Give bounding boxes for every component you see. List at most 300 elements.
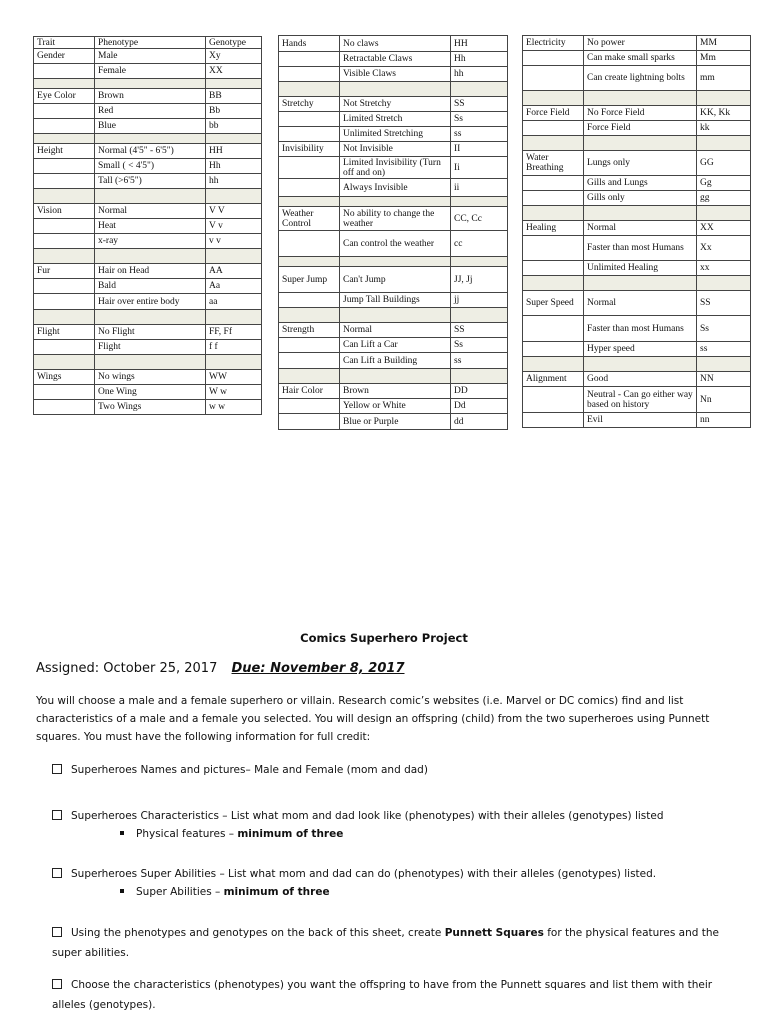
trait-table-2: [278, 35, 508, 430]
trait-cell: [523, 316, 584, 342]
table-spacer-row: [279, 257, 508, 267]
project-title: Comics Superhero Project: [300, 631, 468, 645]
table-row: [34, 264, 262, 279]
table-row: [34, 37, 262, 49]
genotype-cell: Ss: [451, 112, 508, 127]
phenotype-cell: [95, 355, 206, 370]
table-row: [34, 89, 262, 104]
assigned-date: Assigned: October 25, 2017: [36, 661, 218, 676]
phenotype-cell: Limited Stretch: [340, 112, 451, 127]
table-row: [34, 204, 262, 219]
phenotype-cell: Retractable Claws: [340, 52, 451, 67]
trait-cell: [34, 400, 95, 415]
checkbox-icon: [52, 927, 62, 937]
checklist-item-punnett: [52, 923, 742, 963]
phenotype-cell: [340, 257, 451, 267]
trait-cell: Invisibility: [279, 142, 340, 157]
trait-cell: [523, 176, 584, 191]
phenotype-cell: Evil: [584, 413, 697, 428]
table-spacer-row: [34, 134, 262, 144]
genotype-cell: KK, Kk: [697, 106, 751, 121]
checklist-text: Superheroes Names and pictures– Male and Female (mom and dad): [71, 764, 428, 776]
table-row: [34, 234, 262, 249]
table-row: [523, 387, 751, 413]
trait-cell: [34, 189, 95, 204]
genotype-cell: HH: [206, 144, 262, 159]
genotype-cell: dd: [451, 414, 508, 430]
table-spacer-row: [279, 308, 508, 323]
phenotype-cell: Can make small sparks: [584, 51, 697, 66]
table-row: [279, 267, 508, 293]
phenotype-cell: Normal: [584, 221, 697, 236]
genotype-cell: mm: [697, 66, 751, 91]
phenotype-cell: No claws: [340, 36, 451, 52]
table-row: [279, 36, 508, 52]
sub-bullet-abilities: [120, 886, 330, 898]
table-row: [523, 316, 751, 342]
phenotype-cell: Faster than most Humans: [584, 316, 697, 342]
phenotype-cell: Red: [95, 104, 206, 119]
table-row: [34, 144, 262, 159]
phenotype-cell: Blue or Purple: [340, 414, 451, 430]
date-line: [36, 661, 405, 676]
trait-cell: [34, 79, 95, 89]
table-row: [523, 291, 751, 316]
table-row: [523, 121, 751, 136]
table-spacer-row: [34, 310, 262, 325]
table-row: [523, 372, 751, 387]
table-spacer-row: [523, 91, 751, 106]
phenotype-cell: No ability to change the weather: [340, 207, 451, 231]
genotype-cell: Xx: [697, 236, 751, 261]
phenotype-cell: Normal: [95, 204, 206, 219]
trait-cell: Eye Color: [34, 89, 95, 104]
trait-cell: [279, 112, 340, 127]
trait-cell: Water Breathing: [523, 151, 584, 176]
due-date: Due: November 8, 2017: [231, 661, 405, 676]
checklist-text: Choose the characteristics (phenotypes) you want the offspring to have from the Punnett squares and list them with their alleles (genotypes).: [52, 979, 713, 1011]
table-row: [523, 261, 751, 276]
phenotype-cell: Brown: [340, 384, 451, 399]
phenotype-cell: [95, 79, 206, 89]
genotype-cell: [451, 82, 508, 97]
phenotype-cell: Yellow or White: [340, 399, 451, 414]
genotype-cell: Hh: [206, 159, 262, 174]
genotype-cell: ss: [451, 127, 508, 142]
table-row: [279, 384, 508, 399]
genotype-cell: SS: [697, 291, 751, 316]
table-row: [34, 370, 262, 385]
trait-cell: [523, 413, 584, 428]
trait-cell: [34, 234, 95, 249]
phenotype-cell: Normal: [584, 291, 697, 316]
trait-cell: [34, 249, 95, 264]
trait-table-1: [33, 36, 262, 415]
checkbox-icon: [52, 979, 62, 989]
table-row: [523, 151, 751, 176]
genotype-cell: FF, Ff: [206, 325, 262, 340]
genotype-cell: jj: [451, 293, 508, 308]
genotype-cell: W w: [206, 385, 262, 400]
table-row: [34, 294, 262, 310]
table-row: [279, 97, 508, 112]
trait-cell: [279, 197, 340, 207]
trait-cell: Wings: [34, 370, 95, 385]
sub-bullet-emphasis: minimum of three: [237, 828, 344, 840]
trait-cell: [34, 134, 95, 144]
genotype-cell: w w: [206, 400, 262, 415]
trait-cell: Gender: [34, 49, 95, 64]
punnett-emphasis: Punnett Squares: [444, 927, 544, 939]
phenotype-cell: [340, 369, 451, 384]
trait-cell: Vision: [34, 204, 95, 219]
phenotype-cell: Gills and Lungs: [584, 176, 697, 191]
phenotype-cell: Can't Jump: [340, 267, 451, 293]
genotype-cell: V v: [206, 219, 262, 234]
trait-cell: [34, 104, 95, 119]
genotype-cell: f f: [206, 340, 262, 355]
genotype-cell: NN: [697, 372, 751, 387]
genotype-cell: cc: [451, 231, 508, 257]
checklist-text: Superheroes Characteristics – List what mom and dad look like (phenotypes) with their alleles (genotypes) listed: [71, 810, 664, 822]
genotype-cell: Ii: [451, 157, 508, 179]
table-row: [523, 191, 751, 206]
genotype-cell: CC, Cc: [451, 207, 508, 231]
trait-cell: Flight: [34, 325, 95, 340]
trait-cell: [279, 369, 340, 384]
checklist-item-abilities: [52, 864, 742, 884]
checkbox-icon: [52, 810, 62, 820]
trait-cell: [34, 355, 95, 370]
phenotype-cell: Phenotype: [95, 37, 206, 49]
phenotype-cell: Can control the weather: [340, 231, 451, 257]
table-row: [279, 293, 508, 308]
genotype-cell: [451, 369, 508, 384]
phenotype-cell: [340, 308, 451, 323]
table-row: [34, 340, 262, 355]
trait-cell: Healing: [523, 221, 584, 236]
phenotype-cell: Neutral - Can go either way based on history: [584, 387, 697, 413]
trait-cell: [523, 121, 584, 136]
genotype-cell: [206, 310, 262, 325]
phenotype-cell: Unlimited Stretching: [340, 127, 451, 142]
phenotype-cell: Female: [95, 64, 206, 79]
phenotype-cell: Hyper speed: [584, 342, 697, 357]
intro-paragraph: You will choose a male and a female superhero or villain. Research comic’s websites (i.e. Marvel or DC comics) find and list characteristics of a male and a female you selected. You will design an offspring (child) from the two superheroes using Punnett squares. You must have the following information for full credit:: [36, 695, 710, 743]
table-spacer-row: [279, 197, 508, 207]
genotype-cell: [206, 79, 262, 89]
phenotype-cell: Not Invisible: [340, 142, 451, 157]
table-row: [34, 49, 262, 64]
genotype-cell: WW: [206, 370, 262, 385]
trait-cell: [279, 67, 340, 82]
phenotype-cell: No Flight: [95, 325, 206, 340]
genotype-cell: [451, 257, 508, 267]
genotype-cell: AA: [206, 264, 262, 279]
phenotype-cell: [340, 82, 451, 97]
phenotype-cell: Limited Invisibility (Turn off and on): [340, 157, 451, 179]
genotype-cell: Ss: [697, 316, 751, 342]
phenotype-cell: [584, 136, 697, 151]
phenotype-cell: Hair over entire body: [95, 294, 206, 310]
table-row: [523, 36, 751, 51]
table-row: [279, 323, 508, 338]
checklist-text: Using the phenotypes and genotypes on the back of this sheet, create: [71, 927, 445, 939]
table-row: [34, 104, 262, 119]
phenotype-cell: Can create lightning bolts: [584, 66, 697, 91]
phenotype-cell: Small ( < 4'5"): [95, 159, 206, 174]
table-row: [279, 112, 508, 127]
table-row: [279, 67, 508, 82]
trait-cell: Strength: [279, 323, 340, 338]
trait-cell: [34, 219, 95, 234]
table-row: [34, 400, 262, 415]
genotype-cell: Xy: [206, 49, 262, 64]
genotype-cell: [451, 197, 508, 207]
phenotype-cell: [95, 310, 206, 325]
phenotype-cell: [95, 249, 206, 264]
table-spacer-row: [34, 355, 262, 370]
genotype-cell: [697, 136, 751, 151]
genotype-cell: [206, 249, 262, 264]
genotype-cell: [697, 91, 751, 106]
trait-cell: Hands: [279, 36, 340, 52]
phenotype-cell: Gills only: [584, 191, 697, 206]
trait-cell: [34, 279, 95, 294]
trait-cell: [279, 157, 340, 179]
trait-cell: [523, 206, 584, 221]
table-spacer-row: [523, 206, 751, 221]
phenotype-cell: Good: [584, 372, 697, 387]
trait-cell: [523, 136, 584, 151]
genotype-cell: kk: [697, 121, 751, 136]
genotype-cell: bb: [206, 119, 262, 134]
genotype-cell: XX: [697, 221, 751, 236]
genotype-cell: hh: [451, 67, 508, 82]
trait-cell: Hair Color: [279, 384, 340, 399]
genotype-cell: [697, 357, 751, 372]
checklist-item-names: [52, 760, 742, 780]
genotype-cell: SS: [451, 323, 508, 338]
genotype-cell: MM: [697, 36, 751, 51]
trait-cell: [279, 338, 340, 353]
table-spacer-row: [279, 82, 508, 97]
phenotype-cell: Can Lift a Building: [340, 353, 451, 369]
genotype-cell: Gg: [697, 176, 751, 191]
genotype-cell: SS: [451, 97, 508, 112]
phenotype-cell: Two Wings: [95, 400, 206, 415]
genotype-cell: Aa: [206, 279, 262, 294]
phenotype-cell: Flight: [95, 340, 206, 355]
trait-cell: [279, 179, 340, 197]
table-row: [34, 119, 262, 134]
phenotype-cell: [584, 206, 697, 221]
phenotype-cell: Brown: [95, 89, 206, 104]
phenotype-cell: Heat: [95, 219, 206, 234]
phenotype-cell: Faster than most Humans: [584, 236, 697, 261]
genotype-cell: Genotype: [206, 37, 262, 49]
genotype-cell: [206, 355, 262, 370]
table-row: [279, 399, 508, 414]
trait-cell: [523, 51, 584, 66]
phenotype-cell: Hair on Head: [95, 264, 206, 279]
trait-cell: Trait: [34, 37, 95, 49]
table-row: [34, 325, 262, 340]
table-row: [34, 219, 262, 234]
sub-bullet-text: Super Abilities –: [136, 886, 224, 898]
checklist-text-cont: for the physical features and the super abilities.: [52, 927, 719, 959]
phenotype-cell: Always Invisible: [340, 179, 451, 197]
phenotype-cell: Male: [95, 49, 206, 64]
trait-cell: [523, 261, 584, 276]
trait-cell: [279, 293, 340, 308]
phenotype-cell: Lungs only: [584, 151, 697, 176]
phenotype-cell: Normal: [340, 323, 451, 338]
sub-bullet-emphasis: minimum of three: [223, 886, 330, 898]
table-row: [34, 279, 262, 294]
trait-cell: Super Speed: [523, 291, 584, 316]
trait-cell: Force Field: [523, 106, 584, 121]
trait-cell: Alignment: [523, 372, 584, 387]
genotype-cell: [697, 276, 751, 291]
genotype-cell: DD: [451, 384, 508, 399]
trait-cell: [523, 387, 584, 413]
bullet-icon: [120, 831, 124, 835]
table-row: [279, 127, 508, 142]
trait-cell: [279, 127, 340, 142]
phenotype-cell: [95, 134, 206, 144]
trait-cell: [279, 52, 340, 67]
genotype-cell: Nn: [697, 387, 751, 413]
checkbox-icon: [52, 764, 62, 774]
trait-cell: [523, 191, 584, 206]
trait-cell: [34, 310, 95, 325]
trait-cell: [279, 257, 340, 267]
bullet-icon: [120, 889, 124, 893]
genotype-cell: xx: [697, 261, 751, 276]
genotype-cell: Hh: [451, 52, 508, 67]
trait-cell: [523, 236, 584, 261]
table-row: [279, 353, 508, 369]
genotype-cell: v v: [206, 234, 262, 249]
trait-cell: Super Jump: [279, 267, 340, 293]
table-row: [523, 413, 751, 428]
genotype-cell: nn: [697, 413, 751, 428]
checklist-item-offspring: [52, 975, 742, 1015]
genotype-cell: Dd: [451, 399, 508, 414]
trait-cell: [279, 399, 340, 414]
table-row: [523, 66, 751, 91]
phenotype-cell: [584, 91, 697, 106]
genotype-cell: II: [451, 142, 508, 157]
trait-cell: [279, 231, 340, 257]
table-spacer-row: [34, 249, 262, 264]
table-row: [279, 231, 508, 257]
phenotype-cell: Can Lift a Car: [340, 338, 451, 353]
trait-cell: Weather Control: [279, 207, 340, 231]
phenotype-cell: [340, 197, 451, 207]
genotype-cell: HH: [451, 36, 508, 52]
trait-cell: [523, 357, 584, 372]
genotype-cell: BB: [206, 89, 262, 104]
trait-table-3: [522, 35, 751, 428]
trait-cell: [279, 353, 340, 369]
phenotype-cell: [584, 357, 697, 372]
table-row: [279, 142, 508, 157]
trait-cell: [34, 119, 95, 134]
table-row: [279, 179, 508, 197]
genotype-cell: aa: [206, 294, 262, 310]
genotype-cell: JJ, Jj: [451, 267, 508, 293]
genotype-cell: Ss: [451, 338, 508, 353]
trait-cell: [34, 174, 95, 189]
trait-cell: [34, 64, 95, 79]
phenotype-cell: Force Field: [584, 121, 697, 136]
checklist-item-characteristics: [52, 806, 742, 826]
sub-bullet-text: Physical features –: [136, 828, 238, 840]
phenotype-cell: [95, 189, 206, 204]
phenotype-cell: [584, 276, 697, 291]
genotype-cell: [206, 134, 262, 144]
genotype-cell: gg: [697, 191, 751, 206]
trait-cell: [34, 294, 95, 310]
table-row: [523, 176, 751, 191]
table-spacer-row: [34, 79, 262, 89]
genotype-cell: [451, 308, 508, 323]
table-spacer-row: [279, 369, 508, 384]
trait-cell: [279, 82, 340, 97]
phenotype-cell: Blue: [95, 119, 206, 134]
phenotype-cell: No Force Field: [584, 106, 697, 121]
genotype-cell: ss: [697, 342, 751, 357]
checkbox-icon: [52, 868, 62, 878]
table-row: [523, 236, 751, 261]
table-row: [279, 157, 508, 179]
phenotype-cell: Bald: [95, 279, 206, 294]
phenotype-cell: No power: [584, 36, 697, 51]
genotype-cell: [206, 189, 262, 204]
trait-cell: Electricity: [523, 36, 584, 51]
table-row: [34, 159, 262, 174]
phenotype-cell: Jump Tall Buildings: [340, 293, 451, 308]
phenotype-cell: Not Stretchy: [340, 97, 451, 112]
genotype-cell: ss: [451, 353, 508, 369]
genotype-cell: V V: [206, 204, 262, 219]
phenotype-cell: Visible Claws: [340, 67, 451, 82]
genotype-cell: Mm: [697, 51, 751, 66]
genotype-cell: Bb: [206, 104, 262, 119]
table-row: [523, 221, 751, 236]
genotype-cell: XX: [206, 64, 262, 79]
table-row: [523, 342, 751, 357]
table-spacer-row: [523, 276, 751, 291]
trait-cell: [523, 66, 584, 91]
phenotype-cell: Normal (4'5" - 6'5"): [95, 144, 206, 159]
phenotype-cell: No wings: [95, 370, 206, 385]
table-row: [34, 385, 262, 400]
phenotype-cell: Tall (>6'5"): [95, 174, 206, 189]
trait-cell: [34, 340, 95, 355]
genotype-cell: ii: [451, 179, 508, 197]
phenotype-cell: Unlimited Healing: [584, 261, 697, 276]
phenotype-cell: x-ray: [95, 234, 206, 249]
table-row: [279, 338, 508, 353]
phenotype-cell: One Wing: [95, 385, 206, 400]
trait-cell: [523, 342, 584, 357]
trait-cell: Height: [34, 144, 95, 159]
genotype-cell: hh: [206, 174, 262, 189]
table-row: [279, 52, 508, 67]
